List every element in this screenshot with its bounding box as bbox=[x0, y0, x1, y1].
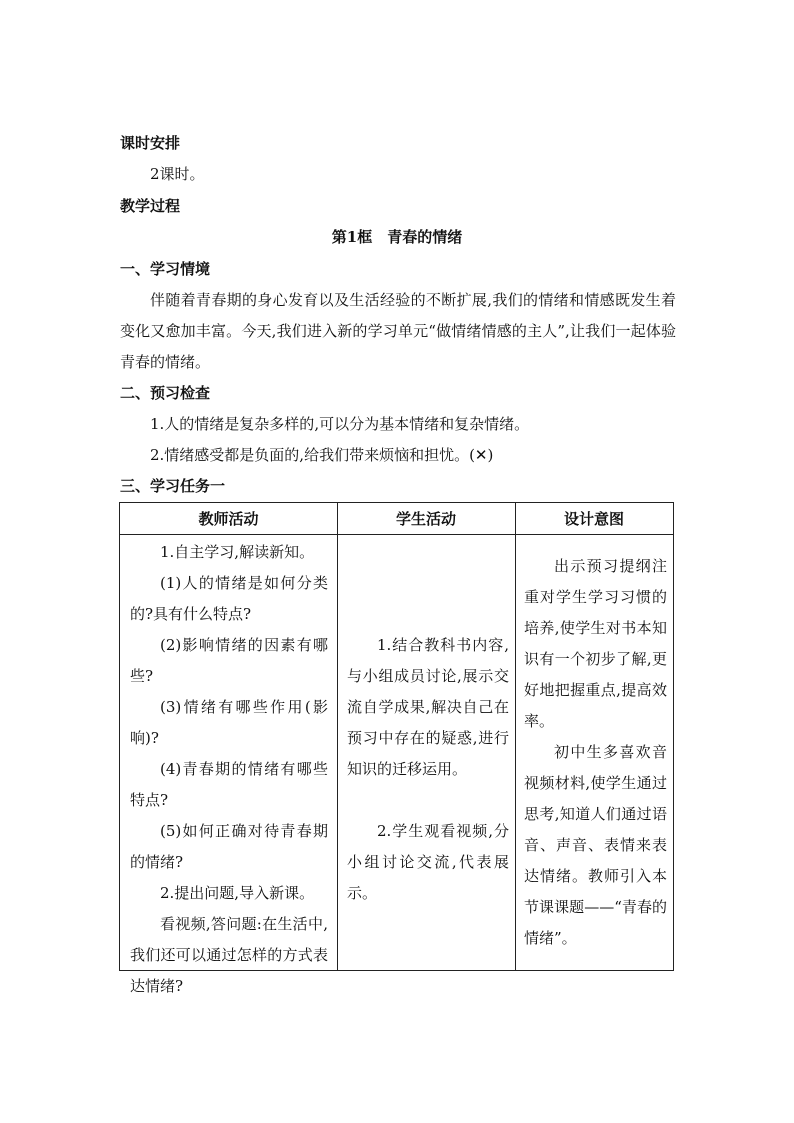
lesson-title: 第1框 青春的情绪 bbox=[331, 228, 463, 246]
teacher-item: 看视频,答问题:在生活中,我们还可以通过怎样的方式表达情绪? bbox=[130, 915, 328, 995]
column-divider bbox=[515, 503, 516, 970]
schedule-text: 2课时。 bbox=[150, 165, 205, 183]
section2-title: 二、预习检查 bbox=[120, 384, 211, 402]
teacher-item: (1)人的情绪是如何分类的?具有什么特点? bbox=[130, 574, 328, 623]
section2-item2: 2.情绪感受都是负面的,给我们带来烦恼和担忧。(✕) bbox=[150, 446, 494, 464]
header-design: 设计意图 bbox=[563, 510, 624, 528]
header-teacher: 教师活动 bbox=[198, 510, 259, 528]
activity-table bbox=[119, 502, 674, 995]
column-divider bbox=[337, 503, 338, 970]
teacher-item: (4)青春期的情绪有哪些特点? bbox=[130, 760, 328, 809]
section1-paragraph: 伴随着青春期的身心发育以及生活经验的不断扩展,我们的情绪和情感既发生着变化又愈加丰富。今天,我们进入新的学习单元“做情绪情感的主人”,让我们一起体验青春的情绪。 bbox=[120, 291, 676, 371]
student-item: 2.学生观看视频,分小组讨论交流,代表展示。 bbox=[347, 822, 509, 902]
header-student: 学生活动 bbox=[395, 510, 456, 528]
student-item: 1.结合教科书内容,与小组成员讨论,展示交流自学成果,解决自己在预习中存在的疑惑,进行知识的迁移运用。 bbox=[347, 636, 509, 778]
teacher-item: 2.提出问题,导入新课。 bbox=[160, 884, 315, 902]
teacher-item: 1.自主学习,解读新知。 bbox=[160, 543, 315, 561]
heading-process: 教学过程 bbox=[120, 197, 181, 215]
design-intent-cell bbox=[524, 551, 667, 954]
design-item: 出示预习提纲注重对学生学习习惯的培养,使学生对书本知识有一个初步了解,更好地把握重点,提高效率。 bbox=[524, 557, 667, 730]
teacher-item: (3)情绪有哪些作用(影响)? bbox=[130, 698, 328, 747]
heading-schedule: 课时安排 bbox=[120, 134, 181, 152]
teacher-item: (5)如何正确对待青春期的情绪? bbox=[130, 822, 328, 871]
student-activity-cell bbox=[347, 630, 509, 909]
teacher-activity-cell bbox=[130, 537, 328, 1002]
design-item: 初中生多喜欢音视频材料,使学生通过思考,知道人们通过语音、声音、表情来表达情绪。教师引入本节课课题——“青春的情绪”。 bbox=[524, 743, 667, 947]
section1-title: 一、学习情境 bbox=[120, 260, 211, 278]
section2-item1: 1.人的情绪是复杂多样的,可以分为基本情绪和复杂情绪。 bbox=[150, 415, 530, 433]
section3-title: 三、学习任务一 bbox=[120, 477, 226, 495]
teacher-item: (2)影响情绪的因素有哪些? bbox=[130, 636, 328, 685]
